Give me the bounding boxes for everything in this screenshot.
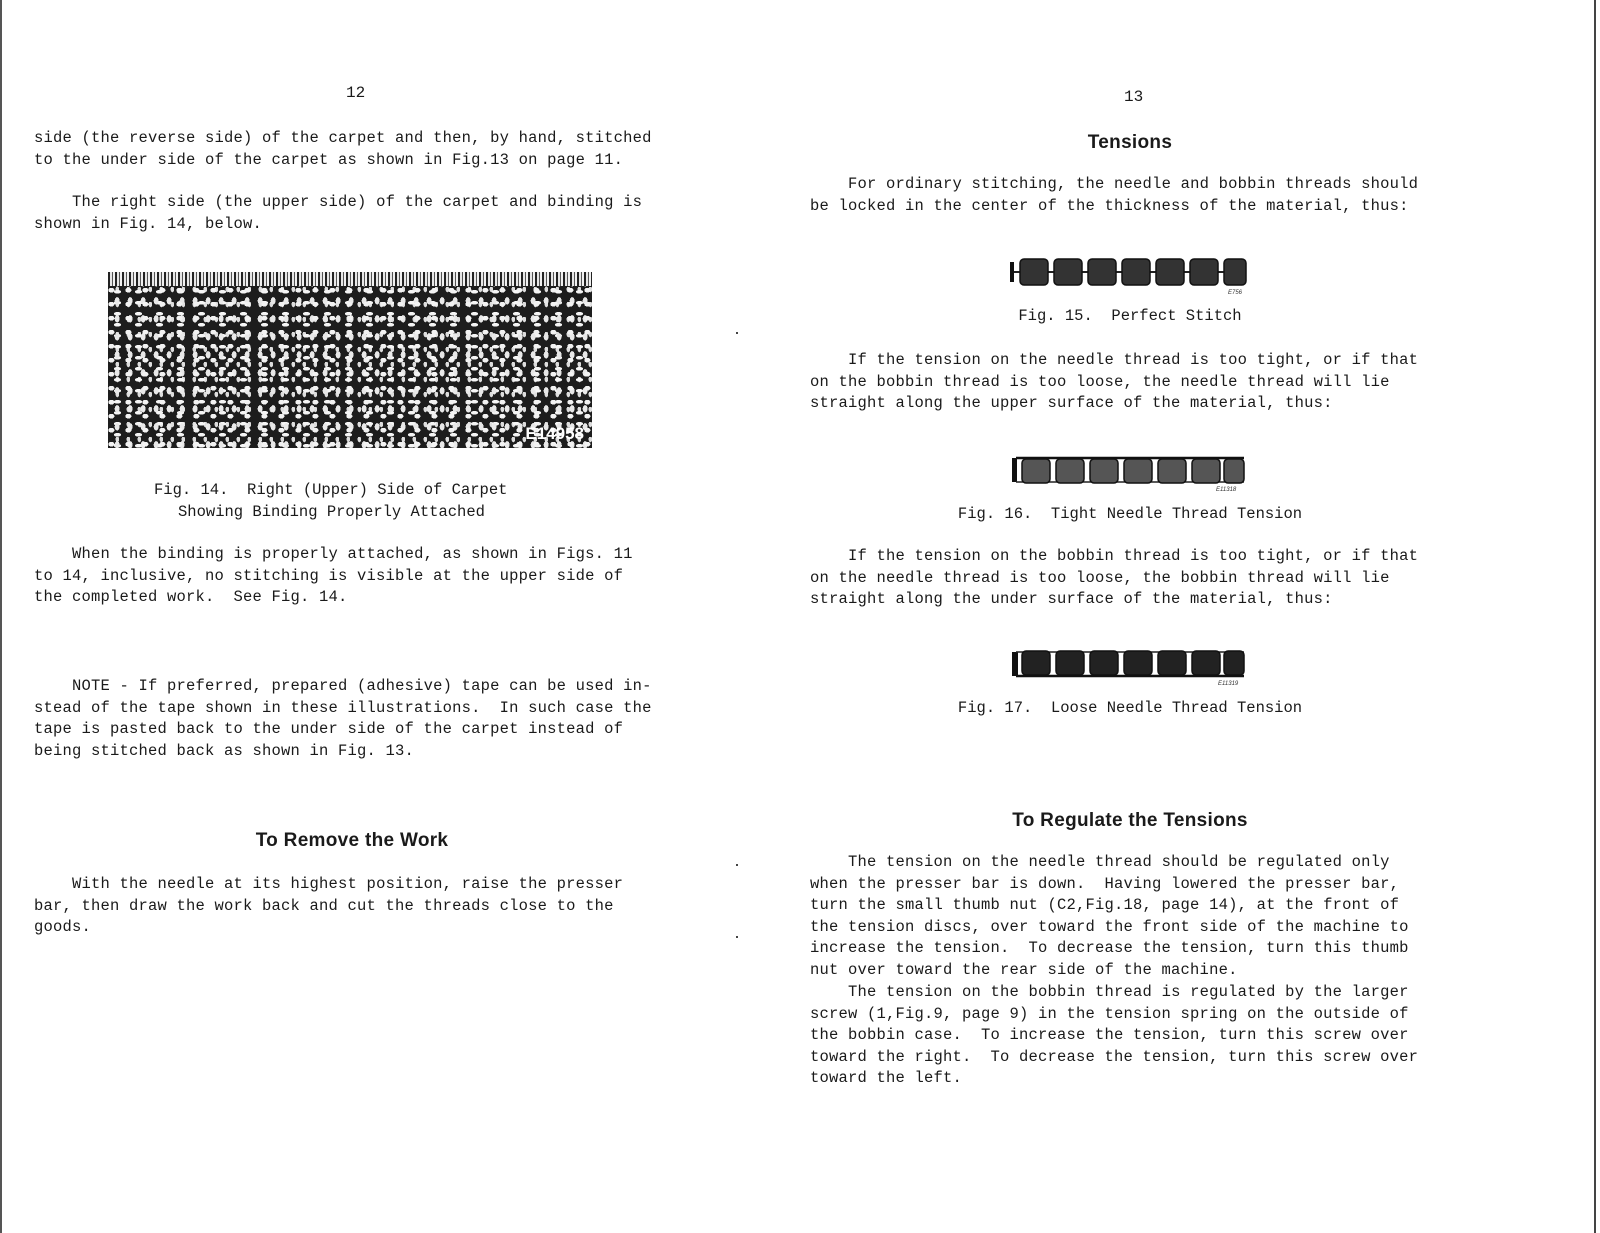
paragraph-right-side: The right side (the upper side) of the carpet and binding is shown in Fig. 14, below. [34, 193, 643, 233]
paragraph-regulate-needle: The tension on the needle thread should be regulated only when the presser bar is down. Having lowered the presser bar, turn the small thumb nut (C2,Fig.18, page 14), at the front of the tension discs, over toward the front side of the machine to increase the tension. To decrease the tension, turn this thumb nut over toward the rear side of the machine. [810, 853, 1409, 979]
paragraph-note: NOTE - If preferred, prepared (adhesive) tape can be used in- stead of the tape shown in these illustrations. In such case the tape is pasted back to the under side of the carpet instead of being stitched back as shown in Fig. 13. [34, 677, 652, 760]
page-number-right: 13 [1124, 88, 1144, 106]
paragraph-loose-tension: If the tension on the bobbin thread is too tight, or if that on the needle thread is too loose, the bobbin thread will lie straight along the under surface of the material, thus: [810, 547, 1419, 608]
scan-speck [736, 936, 738, 938]
paragraph-ordinary-stitching: For ordinary stitching, the needle and bobbin threads should be locked in the center of the thickness of the material, thus: [810, 175, 1419, 215]
figure-16-caption: Fig. 16. Tight Needle Thread Tension [957, 505, 1303, 523]
scan-speck [736, 332, 738, 334]
figure-15-perfect-stitch [1010, 254, 1250, 290]
figure-14-caption-line-2: Showing Binding Properly Attached [178, 503, 485, 521]
paragraph-side-stitched: side (the reverse side) of the carpet and then, by hand, stitched to the under side of the carpet as shown in Fig.13 on page 11. [34, 129, 652, 169]
figure-17-tag: E11319 [1218, 681, 1239, 687]
heading-tensions: Tensions [1087, 132, 1173, 153]
paragraph-tight-tension: If the tension on the needle thread is too tight, or if that on the bobbin thread is too loose, the needle thread will lie straight along the upper surface of the material, thus: [810, 351, 1419, 412]
scan-speck [736, 864, 738, 866]
carpet-binding-edge [108, 272, 592, 286]
heading-regulate-tensions: To Regulate the Tensions [1012, 810, 1248, 831]
heading-remove-work: To Remove the Work [255, 830, 449, 851]
paragraph-remove-work: With the needle at its highest position, raise the presser bar, then draw the work back and cut the threads close to the goods. [34, 875, 624, 936]
figure-17-loose-needle-stitch [1012, 646, 1248, 682]
right-scan-edge [1594, 0, 1596, 1233]
paragraph-binding-attached: When the binding is properly attached, as shown in Figs. 11 to 14, inclusive, no stitching is visible at the upper side of the completed work. See Fig. 14. [34, 545, 633, 606]
figure-17-caption: Fig. 17. Loose Needle Thread Tension [957, 699, 1303, 717]
left-page [0, 0, 762, 1233]
page-number-left: 12 [346, 84, 366, 102]
figure-16-tight-needle-stitch [1012, 452, 1248, 488]
right-page [800, 0, 1600, 1233]
paragraph-regulate-bobbin: The tension on the bobbin thread is regulated by the larger screw (1,Fig.9, page 9) in the tension spring on the outside of the bobbin case. To increase the tension, turn this screw over toward the right. To decrease the tension, turn this screw over toward the left. [810, 983, 1419, 1087]
carpet-binding-photo [108, 272, 592, 448]
figure-16-tag: E11318 [1216, 487, 1237, 493]
figure-15-caption: Fig. 15. Perfect Stitch [1018, 307, 1242, 325]
figure-14-tag: E14958 [525, 424, 584, 443]
figure-14-caption-line-1: Fig. 14. Right (Upper) Side of Carpet [154, 481, 508, 499]
figure-15-tag: E756 [1228, 290, 1243, 296]
